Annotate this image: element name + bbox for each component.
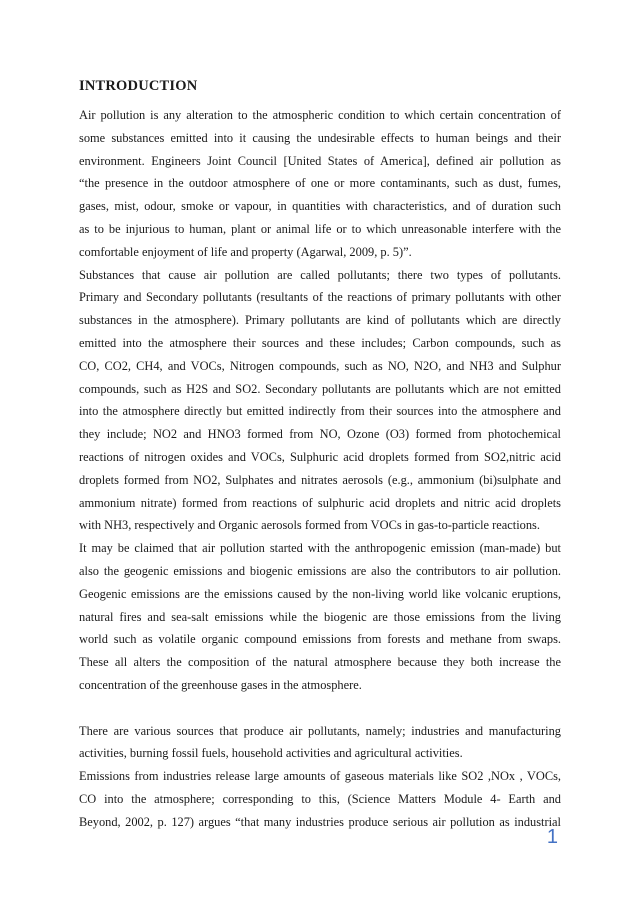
- text-line: Air pollution is any alteration to the atmospheric condition to which certain concentration of: [79, 108, 561, 122]
- text-line: ammonium nitrate) formed from reactions of sulphuric acid droplets and nitric acid droplets: [79, 495, 561, 510]
- text-line: droplets formed from NO2, Sulphates and nitrates aerosols (e.g., ammonium (bi)sulphate and: [79, 472, 561, 487]
- text-line: Emissions from industries release large amounts of gaseous materials like SO2 ,NOx , VOCs,: [79, 769, 561, 784]
- text-line: compounds, such as H2S and SO2. Secondary pollutants are pollutants which are not emitted: [79, 381, 561, 396]
- text-line: comfortable enjoyment of life and property (Agarwal, 2009, p. 5)”.: [79, 244, 412, 259]
- text-line: There are various sources that produce air pollutants, namely; industries and manufacturing: [79, 723, 561, 738]
- text-line: CO, CO2, CH4, and VOCs, Nitrogen compounds, such as NO, N2O, and NH3 and Sulphur: [79, 358, 561, 373]
- text-line: with NH3, respectively and Organic aerosols formed from VOCs in gas-to-particle reactions.: [79, 518, 540, 533]
- text-line: they include; NO2 and HNO3 formed from NO, Ozone (O3) formed from photochemical: [79, 427, 561, 442]
- text-line: Substances that cause air pollution are called pollutants; there two types of pollutants.: [79, 267, 561, 282]
- blank-line: [79, 697, 561, 720]
- text-line: as to be injurious to human, plant or animal life or to which unreasonable interfere with the: [79, 221, 561, 236]
- text-line: concentration of the greenhouse gases in the atmosphere.: [79, 677, 362, 692]
- text-line: Beyond, 2002, p. 127) argues “that many industries produce serious air pollution as industrial: [79, 814, 561, 829]
- text-line: some substances emitted into it causing the undesirable effects to human beings and their: [79, 130, 561, 145]
- text-line: “the presence in the outdoor atmosphere of one or more contaminants, such as dust, fumes,: [79, 176, 561, 191]
- page-number: 1: [546, 826, 558, 848]
- text-line: activities, burning fossil fuels, household activities and agricultural activities.: [79, 746, 463, 761]
- text-line: also the geogenic emissions and biogenic emissions are also the contributors to air pollution.: [79, 563, 561, 578]
- text-line: gases, mist, odour, smoke or vapour, in quantities with characteristics, and of duration such: [79, 199, 561, 214]
- text-line: substances in the atmosphere). Primary pollutants are kind of pollutants which are directly: [79, 313, 561, 328]
- body-text: [79, 104, 561, 834]
- section-heading: INTRODUCTION: [79, 78, 198, 94]
- text-line: Primary and Secondary pollutants (resultants of the reactions of primary pollutants with other: [79, 290, 561, 305]
- text-line: environment. Engineers Joint Council [United States of America], defined air pollution as: [79, 153, 561, 168]
- text-line: These all alters the composition of the natural atmosphere because they both increase the: [79, 655, 561, 670]
- text-line: world such as volatile organic compound emissions from forests and methane from swaps.: [79, 632, 561, 647]
- text-line: into the atmosphere directly but emitted indirectly from their sources into the atmosphere and: [79, 404, 561, 419]
- text-line: Geogenic emissions are the emissions caused by the non-living world like volcanic eruptions,: [79, 586, 561, 601]
- text-line: emitted into the atmosphere their sources and these includes; Carbon compounds, such as: [79, 335, 561, 350]
- text-line: It may be claimed that air pollution started with the anthropogenic emission (man-made) but: [79, 541, 561, 556]
- text-line: reactions of nitrogen oxides and VOCs, Sulphuric acid droplets formed from SO2,nitric acid: [79, 449, 561, 464]
- text-line: CO into the atmosphere; corresponding to this, (Science Matters Module 4- Earth and: [79, 791, 561, 806]
- text-line: natural fires and sea-salt emissions while the biogenic are those emissions from the living: [79, 609, 561, 624]
